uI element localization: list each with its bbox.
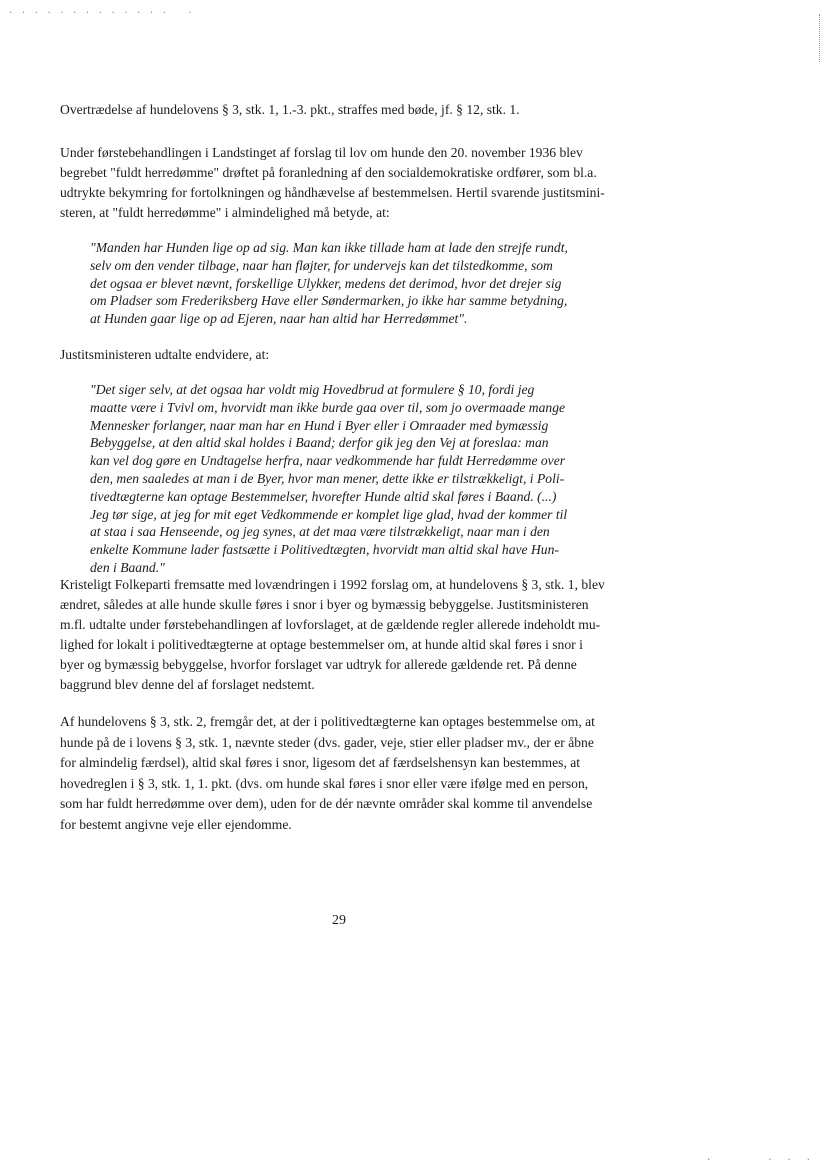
text-line: Mennesker forlanger, naar man har en Hund i Byer eller i Omraader med bymæssig bbox=[90, 417, 549, 433]
text-line: Jeg tør sige, at jeg for mit eget Vedkommende er komplet lige glad, hvad der kommer til bbox=[90, 506, 568, 522]
text-line: enkelte Kommune lader fastsætte i Politivedtægten, hvorvidt man altid skal have Hun- bbox=[90, 542, 559, 558]
scan-artifact-right-edge bbox=[818, 14, 820, 62]
text-line: hovedreglen i § 3, stk. 1, 1. pkt. (dvs. om hunde skal føres i snor eller være ifølge med en person, bbox=[60, 775, 589, 791]
text-line: m.fl. udtalte under førstebehandlingen af lovforslaget, at de gældende regler allerede indeholdt mu- bbox=[60, 617, 601, 632]
quote-minister-2 bbox=[90, 381, 567, 577]
text-line: ændret, således at alle hunde skulle føres i snor i byer og bymæssig bebyggelse. Justitsministeren bbox=[60, 597, 589, 612]
text-line: maatte være i Tvivl om, hvorvidt man ikke burde gaa over til, som jo overmaade mange bbox=[90, 399, 566, 415]
text-line: selv om den vender tilbage, naar han fløjter, for undervejs kan det tilstedkomme, som bbox=[90, 257, 553, 273]
scan-artifact-top-left: . . . . . . . . . . . . . . bbox=[8, 6, 194, 16]
paragraph-section-3-stk-2 bbox=[60, 712, 595, 835]
text-line: "Manden har Hunden lige op ad sig. Man kan ikke tillade ham at lade den strejfe rundt, bbox=[90, 240, 568, 255]
text-line: begrebet "fuldt herredømme" drøftet på foranledning af den socialdemokratiske ordfører, som bl.a. bbox=[60, 165, 597, 180]
text-line: den, men saaledes at man i de Byer, hvor man mener, dette ikke er tilstrækkeligt, i Poli- bbox=[90, 470, 565, 486]
text-line: Justitsministeren udtalte endvidere, at: bbox=[60, 347, 270, 362]
text-line: steren, at "fuldt herredømme" i almindelighed må betyde, at: bbox=[60, 205, 390, 220]
text-line: tivedtægterne kan optage Bestemmelser, hvorefter Hunde altid skal føres i Baand. (...) bbox=[90, 488, 557, 504]
text-line: Bebyggelse, at den altid skal holdes i Baand; derfor gik jeg den Vej at foreslaa: man bbox=[90, 435, 549, 451]
text-line: Under førstebehandlingen i Landstinget af forslag til lov om hunde den 20. november 1936 blev bbox=[60, 145, 583, 160]
paragraph-christian-party bbox=[60, 575, 605, 695]
text-line: at Hunden gaar lige op ad Ejeren, naar han altid har Herredømmet". bbox=[90, 311, 468, 327]
text-line: Kristeligt Folkeparti fremsatte med lovændringen i 1992 forslag om, at hundelovens § 3, stk. 1, blev bbox=[60, 577, 605, 592]
text-line: Af hundelovens § 3, stk. 2, fremgår det, at der i politivedtægterne kan optages bestemmelse om, at bbox=[60, 714, 595, 729]
text-line: at staa i saa Henseende, og jeg synes, at det maa være tilstrækkeligt, naar man i den bbox=[90, 524, 550, 540]
text-line: udtrykte bekymring for fortolkningen og håndhævelse af bestemmelsen. Hertil svarende justitsmini- bbox=[60, 185, 605, 200]
paragraph-minister-further bbox=[60, 345, 269, 365]
paragraph-first-reading bbox=[60, 143, 605, 223]
text-line: den i Baand." bbox=[90, 559, 165, 575]
text-line: som har fuldt herredømme over dem), uden for de dér nævnte områder skal komme til anvendelse bbox=[60, 796, 593, 811]
text-line: om Pladser som Frederiksberg Have eller Søndermarken, jo ikke har samme betydning, bbox=[90, 293, 568, 309]
scan-artifact-bottom: . bbox=[706, 1153, 713, 1163]
text-line: byer og bymæssig bebyggelse, hvorfor forslaget var udtryk for allerede gældende ret. På denne bbox=[60, 657, 577, 672]
paragraph-penalty bbox=[60, 100, 520, 120]
text-line: kan vel dog gøre en Undtagelse herfra, naar vedkommende har fuldt Herredømme over bbox=[90, 453, 566, 469]
scan-artifact-bottom-right: . . . bbox=[767, 1153, 812, 1163]
text-line: lighed for lokalt i politivedtægterne at optage bestemmelser om, at hunde altid skal føres i snor i bbox=[60, 637, 583, 652]
text-line: hunde på de i lovens § 3, stk. 1, nævnte steder (dvs. gader, veje, stier eller pladser mv., der er åbne bbox=[60, 734, 594, 750]
text-line: det ogsaa er blevet nævnt, forskellige Ulykker, medens det derimod, hvor det drejer sig bbox=[90, 275, 562, 291]
page-number: 29 bbox=[332, 913, 346, 928]
text-line: "Det siger selv, at det ogsaa har voldt mig Hovedbrud at formulere § 10, fordi jeg bbox=[90, 382, 535, 397]
text-line: for almindelig færdsel), altid skal føres i snor, ligesom det af færdselshensyn kan bestemmes, at bbox=[60, 755, 581, 770]
page-number-container bbox=[0, 913, 826, 929]
text-line: Overtrædelse af hundelovens § 3, stk. 1, 1.-3. pkt., straffes med bøde, jf. § 12, stk. 1. bbox=[60, 102, 520, 117]
text-line: for bestemt angivne veje eller ejendomme. bbox=[60, 816, 292, 832]
text-line: baggrund blev denne del af forslaget nedstemt. bbox=[60, 677, 315, 692]
quote-minister-1 bbox=[90, 239, 568, 328]
